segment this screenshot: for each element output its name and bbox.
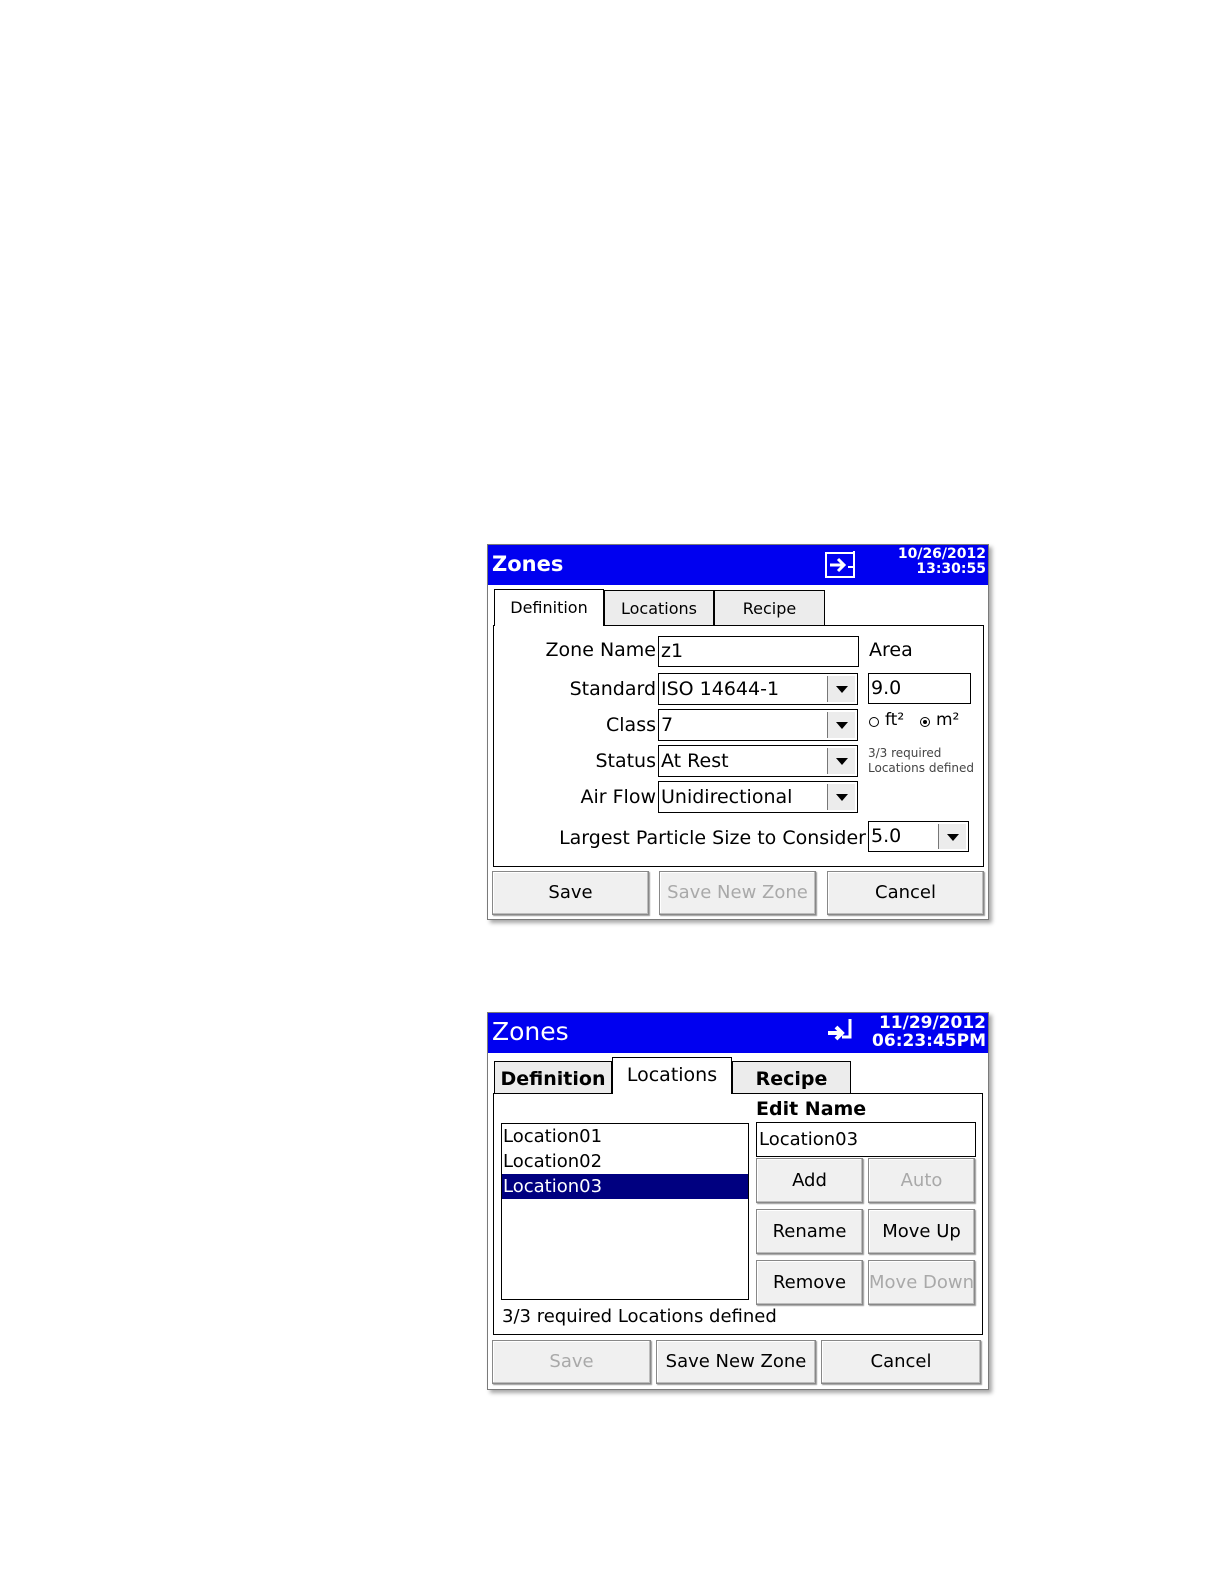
tab-definition[interactable] <box>494 1061 612 1093</box>
chevron-down-icon[interactable] <box>938 824 966 849</box>
class-value: 7 <box>661 714 674 736</box>
tab-locations[interactable] <box>612 1057 732 1094</box>
class-label: Class <box>606 714 656 736</box>
save-new-zone-button[interactable]: Save New Zone <box>656 1340 816 1384</box>
area-label: Area <box>869 639 913 661</box>
particle-size-value: 5.0 <box>871 825 902 847</box>
datetime <box>898 547 986 576</box>
locations-note-line2: Locations defined <box>868 761 974 775</box>
move-up-button[interactable]: Move Up <box>868 1209 975 1254</box>
time: 06:23:45PM <box>872 1030 986 1051</box>
tab-label: Recipe <box>742 599 797 618</box>
particle-size-label: Largest Particle Size to Consider <box>559 827 866 849</box>
tab-definition[interactable] <box>494 589 604 626</box>
tab-locations[interactable] <box>604 590 714 625</box>
status-label: Status <box>595 750 656 772</box>
tab-recipe[interactable] <box>732 1061 851 1093</box>
zones-window-definition <box>487 544 989 920</box>
move-down-button[interactable]: Move Down <box>868 1260 975 1305</box>
zones-window-locations <box>487 1012 989 1390</box>
title-bar <box>488 545 988 585</box>
tab-label: Recipe <box>755 1068 828 1090</box>
cancel-button[interactable]: Cancel <box>827 871 984 915</box>
list-item[interactable]: Location02 <box>503 1151 603 1172</box>
usb-connection-icon <box>824 549 862 581</box>
tab-label: Locations <box>626 1064 718 1086</box>
datetime <box>872 1015 986 1051</box>
air-flow-label: Air Flow <box>580 786 656 808</box>
date: 11/29/2012 <box>878 1013 986 1033</box>
remove-button[interactable]: Remove <box>756 1260 863 1305</box>
standard-label: Standard <box>569 678 656 700</box>
class-select[interactable] <box>658 709 858 741</box>
date: 10/26/2012 <box>897 546 986 562</box>
standard-select[interactable] <box>658 673 858 705</box>
particle-size-select[interactable] <box>868 821 969 852</box>
unit-ft2-label: ft² <box>885 710 905 730</box>
locations-note-line1: 3/3 required <box>868 746 942 760</box>
tab-label: Locations <box>620 599 697 618</box>
window-title: Zones <box>492 1017 569 1046</box>
save-new-zone-button[interactable]: Save New Zone <box>659 871 816 915</box>
locations-status-text: 3/3 required Locations defined <box>502 1306 777 1327</box>
edit-name-input[interactable]: Location03 <box>756 1122 976 1157</box>
chevron-down-icon[interactable] <box>827 676 855 702</box>
standard-value: ISO 14644-1 <box>661 678 780 700</box>
title-bar <box>488 1013 988 1053</box>
cancel-button[interactable]: Cancel <box>821 1340 981 1384</box>
chevron-down-icon[interactable] <box>827 748 855 774</box>
save-button[interactable]: Save <box>492 1340 651 1384</box>
zone-name-input[interactable]: z1 <box>658 636 859 667</box>
tab-recipe[interactable] <box>714 590 825 625</box>
status-value: At Rest <box>661 750 729 772</box>
air-flow-select[interactable] <box>658 781 858 813</box>
usb-connection-icon <box>826 1017 858 1047</box>
edit-name-label: Edit Name <box>756 1098 867 1120</box>
auto-button[interactable]: Auto <box>868 1158 975 1203</box>
status-select[interactable] <box>658 745 858 777</box>
chevron-down-icon[interactable] <box>827 712 855 738</box>
area-input[interactable]: 9.0 <box>868 673 971 704</box>
zone-name-label: Zone Name <box>545 639 656 661</box>
locations-list[interactable] <box>501 1123 749 1300</box>
list-item-selected[interactable]: Location03 <box>502 1174 748 1199</box>
time: 13:30:55 <box>916 560 986 577</box>
radio-m2[interactable] <box>920 717 930 727</box>
rename-button[interactable]: Rename <box>756 1209 863 1254</box>
air-flow-value: Unidirectional <box>661 786 793 808</box>
window-title: Zones <box>492 552 564 576</box>
tab-label: Definition <box>500 1068 606 1090</box>
tab-label: Definition <box>510 598 588 617</box>
add-button[interactable]: Add <box>756 1158 863 1203</box>
save-button[interactable]: Save <box>492 871 649 915</box>
radio-ft2[interactable] <box>869 717 879 727</box>
list-item[interactable]: Location01 <box>503 1126 603 1147</box>
chevron-down-icon[interactable] <box>827 784 855 810</box>
unit-m2-label: m² <box>936 710 960 730</box>
